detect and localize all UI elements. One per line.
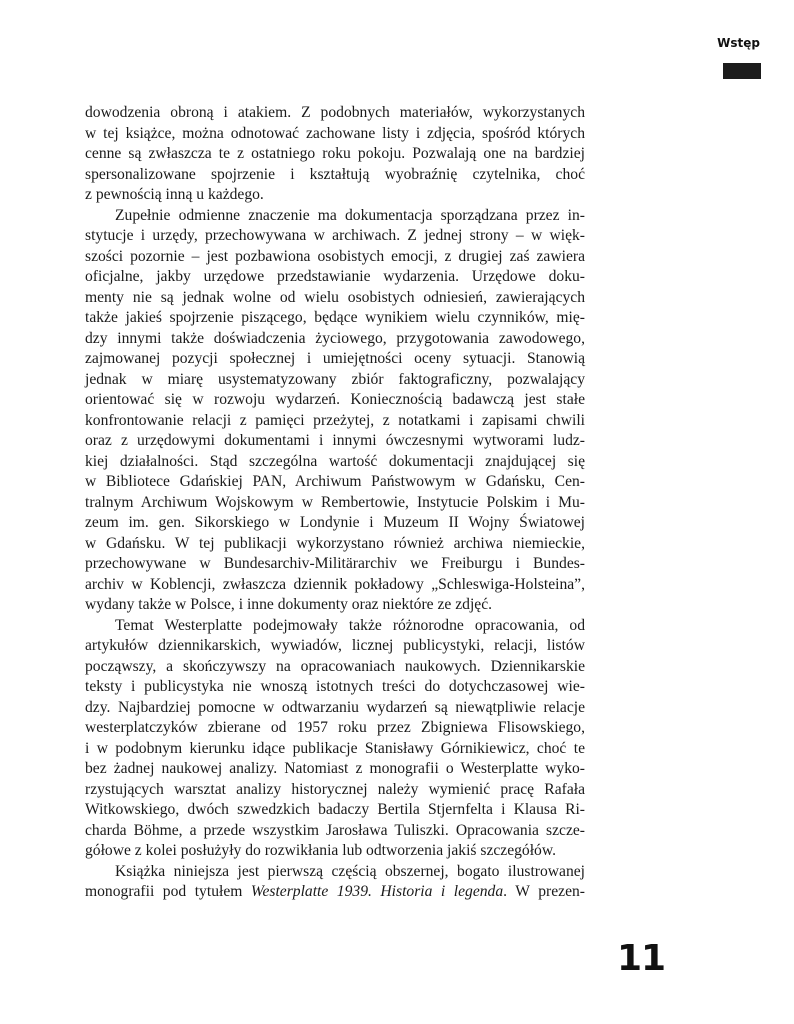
text-line: archiv w Koblencji, zwłaszcza dziennik pokładowy „Schleswiga-Holsteina”, <box>85 575 585 593</box>
text-line: oraz z urzędowymi dokumentami i innymi ówczesnymi wytworami ludz- <box>85 432 585 449</box>
text-line: rzystujących warsztat analizy historycznej należy wymienić pracę Rafała <box>85 780 585 798</box>
text-line: charda Böhme, a przede wszystkim Jarosława Tuliszki. Opracowania szcze- <box>85 821 585 839</box>
text-line: szości pozornie – jest pozbawiona osobistych emocji, z drugiej zaś zawiera <box>85 247 585 265</box>
text-line: cenne są zwłaszcza te z ostatniego roku pokoju. Pozwalają one na bardziej <box>85 145 585 162</box>
text-line: artykułów dziennikarskich, wywiadów, licznej publicystyki, relacji, listów <box>85 637 585 654</box>
text-line: oficjalne, jakby urzędowe przedstawianie wydarzenia. Urzędowe doku- <box>85 268 585 285</box>
text-line: i w podobnym kierunku idące publikacje Stanisławy Górnikiewicz, choć te <box>85 739 585 757</box>
text-line: tralnym Archiwum Wojskowym w Rembertowie, Instytucie Polskim i Mu- <box>85 493 585 511</box>
page-number: 11 <box>617 938 666 979</box>
body-text <box>85 103 585 903</box>
text-line: zeum im. gen. Sikorskiego w Londynie i Muzeum II Wojny Światowej <box>85 514 585 531</box>
text-line: menty nie są jednak wolne od wielu osobistych odniesień, zawierających <box>85 288 585 306</box>
text-run: monografii pod tytułem <box>85 883 251 900</box>
paragraph-start-line: Książka niniejsza jest pierwszą częścią obszernej, bogato ilustrowanej <box>115 862 585 880</box>
text-line: w Gdańsku. W tej publikacji wykorzystano również archiwa niemieckie, <box>85 534 585 552</box>
text-line: orientować się w rozwoju wydarzeń. Koniecznością badawczą jest stałe <box>85 391 585 408</box>
text-line: jednak w miarę usystematyzowany zbiór faktograficzny, pozwalający <box>85 370 585 388</box>
paragraph-start-line: Zupełnie odmienne znaczenie ma dokumentacja sporządzana przez in- <box>115 206 585 224</box>
paragraph-start-line: Temat Westerplatte podejmowały także różnorodne opracowania, od <box>115 616 585 634</box>
text-line: gółowe z kolei posłużyły do rozwikłania lub odtworzenia jakiś szczegółów. <box>85 842 557 859</box>
text-line: konfrontowanie relacji z pamięci przeżytej, z notatkami i zapisami chwili <box>85 411 585 429</box>
text-line: w tej książce, można odnotować zachowane listy i zdjęcia, spośród których <box>85 124 585 142</box>
text-line: przechowywane w Bundesarchiv-Militärarchiv we Freiburgu i Bundes- <box>85 555 585 572</box>
text-run: . W prezen- <box>503 883 585 900</box>
text-line: bez żadnej naukowej analizy. Natomiast z monografii o Westerplatte wyko- <box>85 760 585 777</box>
text-line: z pewnością inną u każdego. <box>85 186 264 203</box>
text-line-with-book-title <box>85 882 585 903</box>
text-line: westerplatczyków zbierane od 1957 roku przez Zbigniewa Flisowskiego, <box>85 719 585 736</box>
book-title-italic: Westerplatte 1939. Historia i legenda <box>250 883 504 900</box>
text-line: wydany także w Polsce, i inne dokumenty oraz niektóre ze zdjęć. <box>85 596 493 613</box>
text-line: stytucje i urzędy, przechowywana w archiwach. Z jednej strony – w więk- <box>85 227 585 244</box>
text-line: dzy innymi także doświadczenia życiowego, przygotowania zawodowego, <box>85 329 585 347</box>
text-line: spersonalizowane spojrzenie i kształtują wyobraźnię czytelnika, choć <box>85 165 585 183</box>
section-title: Wstęp <box>717 36 760 50</box>
text-line: dowodzenia obroną i atakiem. Z podobnych materiałów, wykorzystanych <box>85 104 585 121</box>
text-line: kiej działalności. Stąd szczególna wartość dokumentacji znajdującej się <box>85 452 585 470</box>
text-line: zajmowanej pozycji społecznej i umiejętności oceny sytuacji. Stanowią <box>85 350 585 367</box>
text-line: także jakieś spojrzenie piszącego, będące wynikiem wielu czynników, mię- <box>85 309 585 326</box>
section-marker-bar <box>723 63 761 79</box>
text-line: teksty i publicystyka nie wnoszą istotnych treści do dotychczasowej wie- <box>85 678 585 695</box>
text-line: Witkowskiego, dwóch szwedzkich badaczy Bertila Stjernfelta i Klausa Ri- <box>85 801 585 818</box>
text-line: począwszy, a skończywszy na opracowaniach naukowych. Dziennikarskie <box>85 657 585 675</box>
text-line: dzy. Najbardziej pomocne w odtwarzaniu wydarzeń są niewątpliwie relacje <box>85 698 585 716</box>
text-line: w Bibliotece Gdańskiej PAN, Archiwum Państwowym w Gdańsku, Cen- <box>85 473 585 490</box>
